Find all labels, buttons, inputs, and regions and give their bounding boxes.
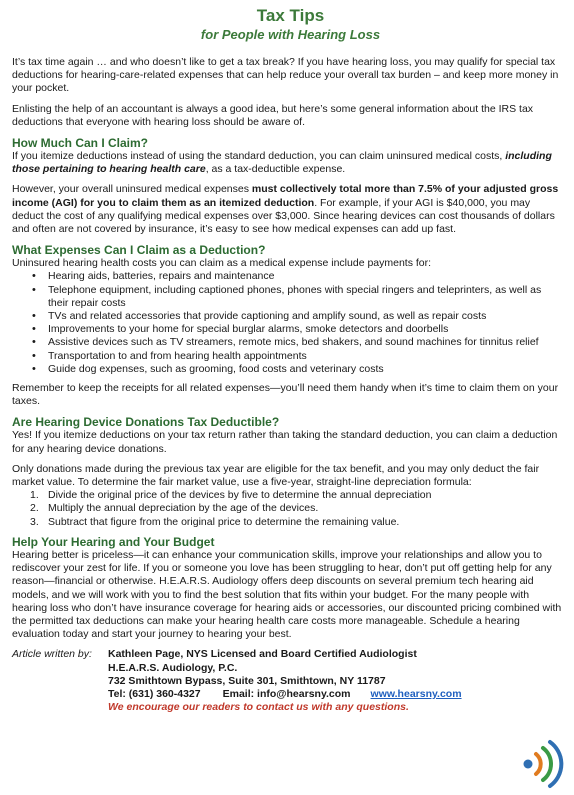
list-item: • Assistive devices such as TV streamers, remote mics, bed shakers, and sound machines for tinnitus relief [12,336,564,349]
expenses-intro: Uninsured hearing health costs you can claim as a medical expense include payments for: [12,257,432,270]
contact-note: We encourage our readers to contact us with any questions. [108,701,409,714]
donations-paragraph-2: Only donations made during the previous tax year are eligible for the tax benefit, and you may only deduct the fair market value. To determine the fair market value, use a five-year, straight-line depreciation formula: [12,462,540,489]
claim-paragraph-2: However, your overall uninsured medical expenses must collectively total more than 7.5% of your adjusted gross income (AGI) for you to claim them as an itemized deduction. For example, if your AGI is $40,000, you may deduct the cost of any qualifying medical expenses over $3,000. Since hearing devices can cost thousands of dollars and often are not covered by insurance, it’s easy to see how medical expenses can add up fast. [12,183,559,236]
page-subtitle: for People with Hearing Loss [200,27,381,42]
phone-number: Tel: (631) 360-4327 [108,687,201,700]
expenses-list [12,270,564,376]
list-item: 2. Multiply the annual depreciation by the age of the devices. [30,502,319,515]
list-item: • TVs and related accessories that provide captioning and amplify sound, as well as repair costs [12,310,564,323]
section-heading-donations: Are Hearing Device Donations Tax Deductible? [12,415,280,430]
organization-name: H.E.A.R.S. Audiology, P.C. [108,661,238,674]
claim-paragraph-1: If you itemize deductions instead of using the standard deduction, you can claim uninsured medical costs, including those pertaining to hearing health care, as a tax-deductible expense. [12,150,552,176]
author-name: Kathleen Page, NYS Licensed and Board Certified Audiologist [108,648,417,661]
section-heading-claim: How Much Can I Claim? [12,136,149,151]
list-item: 1. Divide the original price of the devices by five to determine the annual depreciation [30,489,432,502]
email-address[interactable]: Email: info@hearsny.com [222,687,351,700]
article-credits [12,648,564,714]
section-heading-expenses: What Expenses Can I Claim as a Deduction? [12,243,266,258]
intro-paragraph-1: It’s tax time again … and who doesn’t like to get a tax break? If you have hearing loss, you may qualify for special tax deductions for hearing-care-related expenses that can help reduce your overall tax burden – and keep more money in your pocket. [12,56,559,95]
address: 732 Smithtown Bypass, Suite 301, Smithtown, NY 11787 [108,674,386,687]
intro-paragraph-2: Enlisting the help of an accountant is always a good idea, but here’s some general information about the IRS tax deductions that everyone with hearing loss should be aware of. [12,102,534,128]
page-title: Tax Tips [256,6,325,25]
budget-paragraph: Hearing better is priceless—it can enhance your communication skills, improve your relationships and allow you to rediscover your zest for life. If you or someone you love has been struggling to hear, don’t put off getting help for any reason—financial or otherwise. H.E.A.R.S. Audiology offers deep discounts on several premium tech hearing aid models, and we will work with you to find the best solution that fits within your budget. For the many people with hearing loss who don’t have insurance coverage for hearing aids or accessories, our discounted pricing combined with the permitted tax deductions can make your hearing health care costs more manageable. Schedule a hearing evaluation today and start your journey to hearing your best. [12,548,562,641]
list-item: 3. Subtract that figure from the original price to determine the remaining value. [30,515,400,528]
website-link[interactable]: www.hearsny.com [370,687,462,700]
list-item: • Hearing aids, batteries, repairs and maintenance [12,270,564,283]
list-item: • Improvements to your home for special burglar alarms, smoke detectors and doorbells [12,323,564,336]
list-item: • Telephone equipment, including captioned phones, phones with special ringers and teleprinters, as well as their repair costs [12,284,564,310]
expenses-outro: Remember to keep the receipts for all related expenses—you’ll need them handy when it’s time to claim them on your taxes. [12,382,559,408]
section-heading-budget: Help Your Hearing and Your Budget [12,534,215,549]
donations-paragraph-1: Yes! If you itemize deductions on your tax return rather than taking the standard deduction, you can claim a deduction for any hearing device donations. [12,429,558,455]
credits-label: Article written by: [12,648,92,661]
sound-waves-logo-icon [516,734,568,792]
article [12,6,564,714]
list-item: • Transportation to and from hearing health appointments [12,350,564,363]
list-item: • Guide dog expenses, such as grooming, food costs and veterinary costs [12,363,564,376]
depreciation-steps [12,489,564,529]
